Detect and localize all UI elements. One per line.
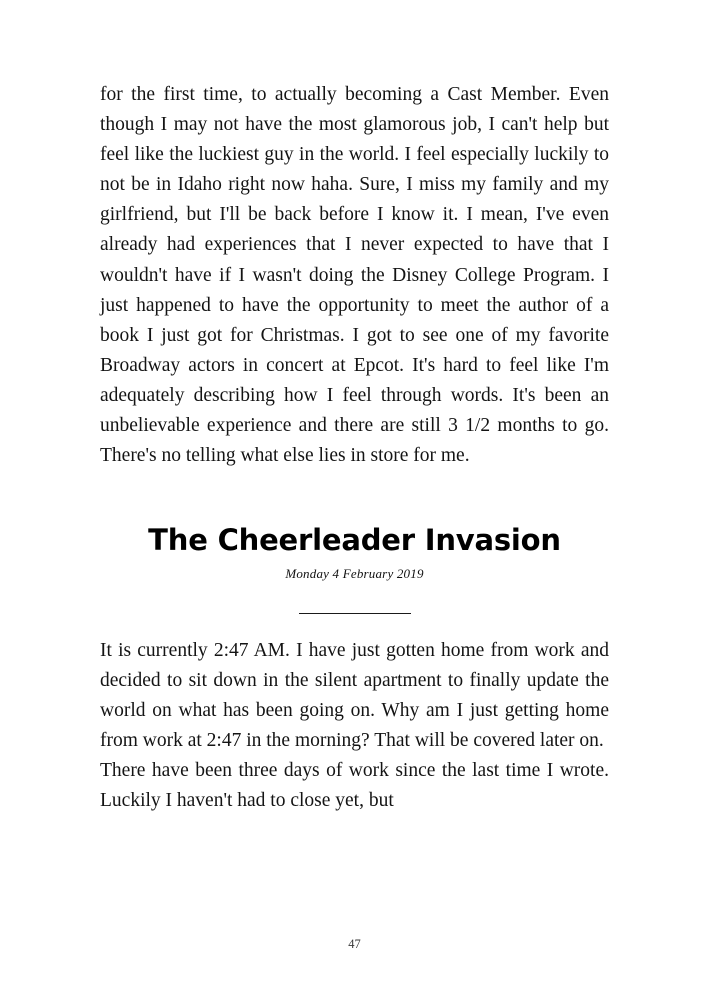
chapter-paragraph-2: There have been three days of work since the last time I wrote. Luckily I haven't had to close yet, but [100, 760, 609, 812]
chapter-paragraph-1: It is currently 2:47 AM. I have just gotten home from work and decided to sit down in the silent apartment to finally update the world on what has been going on. Why am I just getting home from work at 2:47 in the morning? That will be covered later on. [100, 640, 609, 752]
chapter-body [100, 636, 609, 817]
chapter-title: The Cheerleader Invasion [148, 523, 561, 558]
chapter-date: Monday 4 February 2019 [285, 566, 424, 582]
continued-paragraph-block [100, 80, 609, 471]
horizontal-rule-icon [299, 612, 411, 614]
page-number: 47 [348, 937, 361, 951]
section-divider [100, 604, 609, 622]
chapter-heading-block [100, 523, 609, 582]
continued-paragraph: for the first time, to actually becoming a Cast Member. Even though I may not have the most glamorous job, I can't help but feel like the luckiest guy in the world. I feel especially luckily to not be in Idaho right now haha. Sure, I miss my family and my girlfriend, but I'll be back before I know it. I mean, I've even already had experiences that I never expected to have that I wouldn't have if I wasn't doing the Disney College Program. I just happened to have the opportunity to meet the author of a book I just got for Christmas. I got to see one of my favorite Broadway actors in concert at Epcot. It's hard to feel like I'm adequately describing how I feel through words. It's been an unbelievable experience and there are still 3 1/2 months to go. There's no telling what else lies in store for me. [100, 84, 609, 467]
